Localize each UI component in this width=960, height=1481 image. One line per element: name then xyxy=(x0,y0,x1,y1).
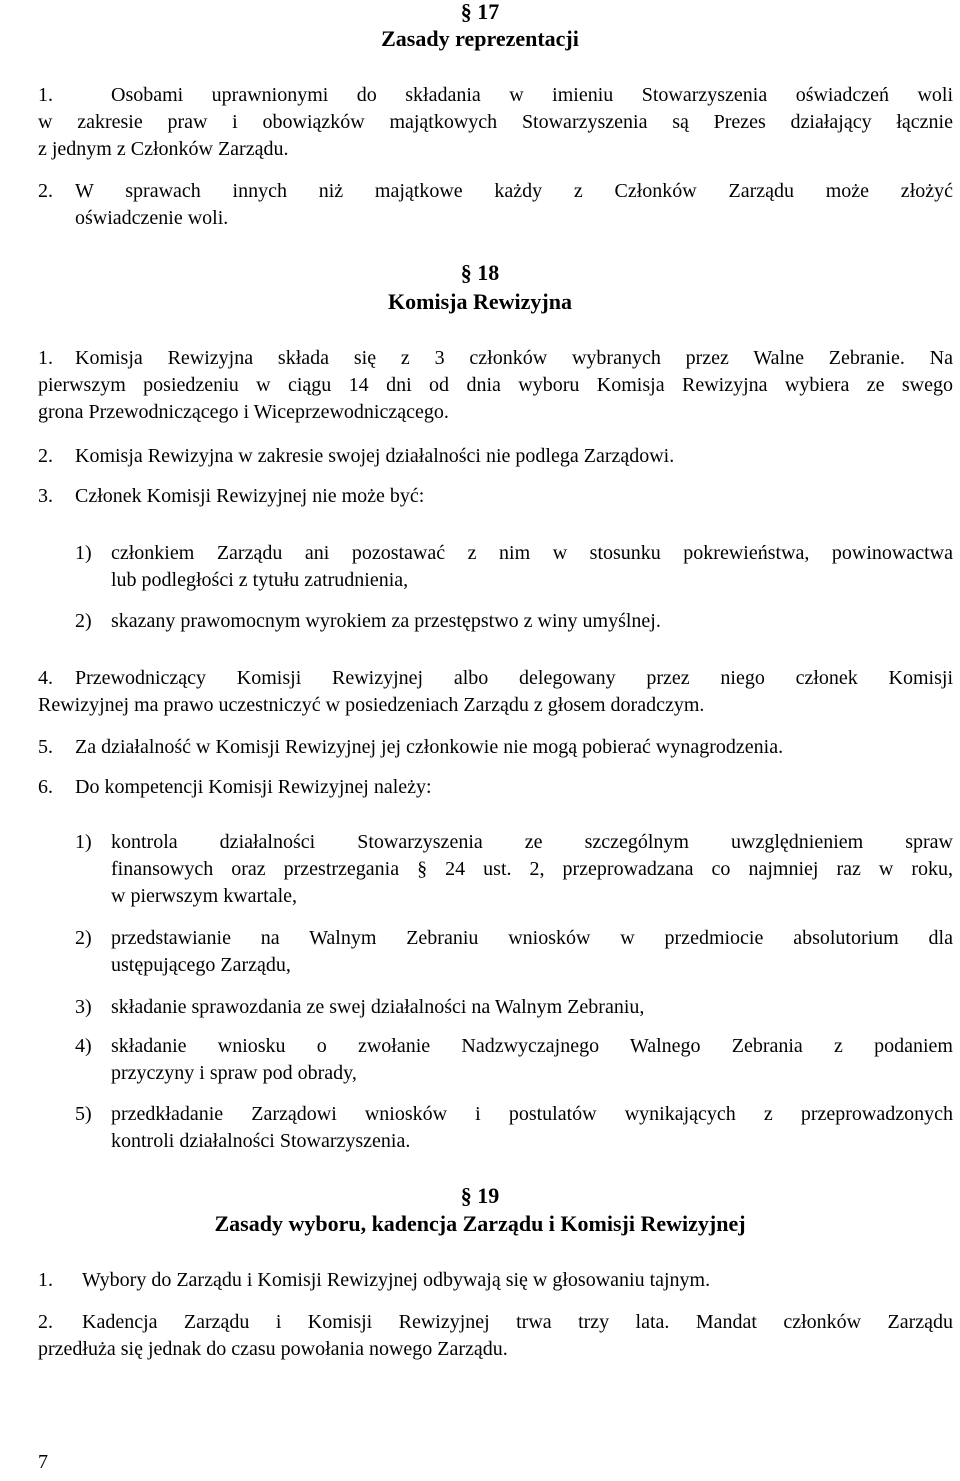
item-line: pierwszym posiedzeniu w ciągu 14 dni od dnia wyboru Komisja Rewizyjna wybiera ze swego xyxy=(38,374,953,396)
subitem-line: przedkładanie Zarządowi wniosków i postulatów wynikających z przeprowadzonych xyxy=(111,1103,953,1125)
item-number: 5. xyxy=(38,736,53,758)
item-line: Osobami uprawnionymi do składania w imieniu Stowarzyszenia oświadczeń woli xyxy=(111,84,953,106)
item-line: Kadencja Zarządu i Komisji Rewizyjnej trwa trzy lata. Mandat członków Zarządu xyxy=(82,1311,953,1333)
page-number: 7 xyxy=(38,1451,48,1473)
item-line: Przewodniczący Komisji Rewizyjnej albo delegowany przez niego członek Komisji xyxy=(75,667,953,689)
item-line: grona Przewodniczącego i Wiceprzewodniczącego. xyxy=(38,401,449,423)
subitem-number: 2) xyxy=(75,927,92,949)
item-line: Wybory do Zarządu i Komisji Rewizyjnej odbywają się w głosowaniu tajnym. xyxy=(82,1269,711,1291)
item-number: 1. xyxy=(38,84,53,106)
item-number: 1. xyxy=(38,347,53,369)
subitem-number: 1) xyxy=(75,831,92,853)
subitem-line: kontroli działalności Stowarzyszenia. xyxy=(111,1130,411,1152)
item-line: z jednym z Członków Zarządu. xyxy=(38,138,289,160)
section-number: § 19 xyxy=(460,1183,500,1208)
item-line: Komisja Rewizyjna składa się z 3 członków wybranych przez Walne Zebranie. Na xyxy=(75,347,953,369)
item-line: Członek Komisji Rewizyjnej nie może być: xyxy=(75,485,425,507)
subitem-line: składanie sprawozdania ze swej działalności na Walnym Zebraniu, xyxy=(111,996,645,1018)
subitem-line: lub podległości z tytułu zatrudnienia, xyxy=(111,569,409,591)
item-number: 3. xyxy=(38,485,53,507)
subitem-line: przedstawianie na Walnym Zebraniu wniosków w przedmiocie absolutorium dla xyxy=(111,927,953,949)
section-title: Zasady reprezentacji xyxy=(381,26,579,51)
section-title: Zasady wyboru, kadencja Zarządu i Komisji Rewizyjnej xyxy=(214,1211,746,1236)
item-line: Za działalność w Komisji Rewizyjnej jej członkowie nie mogą pobierać wynagrodzenia. xyxy=(75,736,784,758)
item-number: 1. xyxy=(38,1269,53,1291)
item-line: oświadczenie woli. xyxy=(75,207,229,229)
subitem-number: 5) xyxy=(75,1103,92,1125)
subitem-number: 1) xyxy=(75,542,92,564)
subitem-line: kontrola działalności Stowarzyszenia ze szczególnym uwzględnieniem spraw xyxy=(111,831,953,853)
section-title: Komisja Rewizyjna xyxy=(388,289,572,314)
subitem-number: 2) xyxy=(75,610,92,632)
subitem-line: ustępującego Zarządu, xyxy=(111,954,291,976)
item-number: 2. xyxy=(38,445,53,467)
item-number: 6. xyxy=(38,776,53,798)
item-line: przedłuża się jednak do czasu powołania nowego Zarządu. xyxy=(38,1338,508,1360)
item-line: Do kompetencji Komisji Rewizyjnej należy: xyxy=(75,776,432,798)
subitem-line: członkiem Zarządu ani pozostawać z nim w stosunku pokrewieństwa, powinowactwa xyxy=(111,542,953,564)
section-number: § 17 xyxy=(460,0,500,24)
item-line: Rewizyjnej ma prawo uczestniczyć w posiedzeniach Zarządu z głosem doradczym. xyxy=(38,694,705,716)
subitem-line: w pierwszym kwartale, xyxy=(111,885,298,907)
item-number: 2. xyxy=(38,180,53,202)
item-number: 2. xyxy=(38,1311,53,1333)
subitem-number: 3) xyxy=(75,996,92,1018)
item-number: 4. xyxy=(38,667,53,689)
subitem-line: skazany prawomocnym wyrokiem za przestępstwo z winy umyślnej. xyxy=(111,610,661,632)
item-line: w zakresie praw i obowiązków majątkowych Stowarzyszenia są Prezes działający łącznie xyxy=(38,111,953,133)
item-line: W sprawach innych niż majątkowe każdy z Członków Zarządu może złożyć xyxy=(75,180,953,202)
section-number: § 18 xyxy=(460,260,500,285)
item-line: Komisja Rewizyjna w zakresie swojej działalności nie podlega Zarządowi. xyxy=(75,445,675,467)
subitem-line: finansowych oraz przestrzegania § 24 ust. 2, przeprowadzana co najmniej raz w roku, xyxy=(111,858,953,880)
subitem-line: składanie wniosku o zwołanie Nadzwyczajnego Walnego Zebrania z podaniem xyxy=(111,1035,953,1057)
subitem-number: 4) xyxy=(75,1035,92,1057)
subitem-line: przyczyny i spraw pod obrady, xyxy=(111,1062,357,1084)
